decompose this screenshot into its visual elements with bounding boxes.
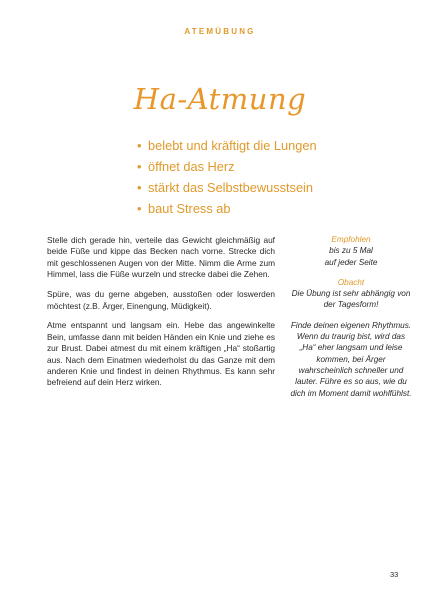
caution-heading: Obacht [337, 277, 365, 287]
recommended-heading: Empfohlen [331, 235, 371, 244]
list-item [137, 177, 317, 198]
caution-text: Die Übung ist sehr abhängig von der Tagesform! [291, 289, 411, 310]
bullet-icon: • [137, 201, 142, 216]
list-item [137, 198, 317, 219]
page-number: 33 [390, 570, 399, 579]
instruction-paragraph: Spüre, was du gerne abgeben, ausstoßen oder loswerden möchtest (z.B. Ärger, Einengung, Müdigkeit). [47, 289, 275, 311]
instruction-paragraph: Atme entspannt und langsam ein. Hebe das angewinkelte Bein, umfasse dann mit beiden Händen ein Knie und ziehe es zur Brust. Dabei atmest du mit einem kräftigen „Ha“ stoßartig aus. Nach dem Einatmen wiederholst du das Ganze mit dem anderen Knie und findest in deinen Rhythmus. Es kann sehr befreiend auf dein Herz wirken. [47, 320, 275, 388]
page-title: Ha-Atmung [133, 82, 307, 116]
bullet-icon: • [137, 180, 142, 195]
recommended-block [290, 234, 412, 268]
list-item-text: belebt und kräftigt die Lungen [148, 138, 317, 153]
benefit-list [137, 135, 317, 219]
instructions-text [47, 235, 275, 397]
recommended-line: bis zu 5 Mal [329, 246, 373, 256]
list-item-text: öffnet das Herz [148, 159, 235, 174]
recommended-line: auf jeder Seite [324, 257, 378, 267]
sidebar-notes [290, 234, 412, 408]
list-item [137, 156, 317, 177]
instruction-paragraph: Stelle dich gerade hin, verteile das Gewicht gleichmäßig auf beide Füße und kippe das Becken nach vorne. Strecke dich mit geschlossenen Augen von der Mitte. Nimm die Arme zum Himmel, lass die Füße wurzeln und strecke dabei die Zehen. [47, 235, 275, 280]
list-item [137, 135, 317, 156]
bullet-icon: • [137, 159, 142, 174]
section-label: ATEMÜBUNG [184, 27, 256, 36]
rhythm-note: Finde deinen eigenen Rhythmus. Wenn du traurig bist, wird das „Ha“ eher langsam und leise kommen, bei Ärger wahrscheinlich schneller und lauter. Führe es so aus, wie du dich im Moment damit wohlfühlst. [290, 320, 412, 398]
list-item-text: baut Stress ab [148, 201, 231, 216]
list-item-text: stärkt das Selbstbewusstsein [148, 180, 314, 195]
bullet-icon: • [137, 138, 142, 153]
caution-block [290, 277, 412, 311]
